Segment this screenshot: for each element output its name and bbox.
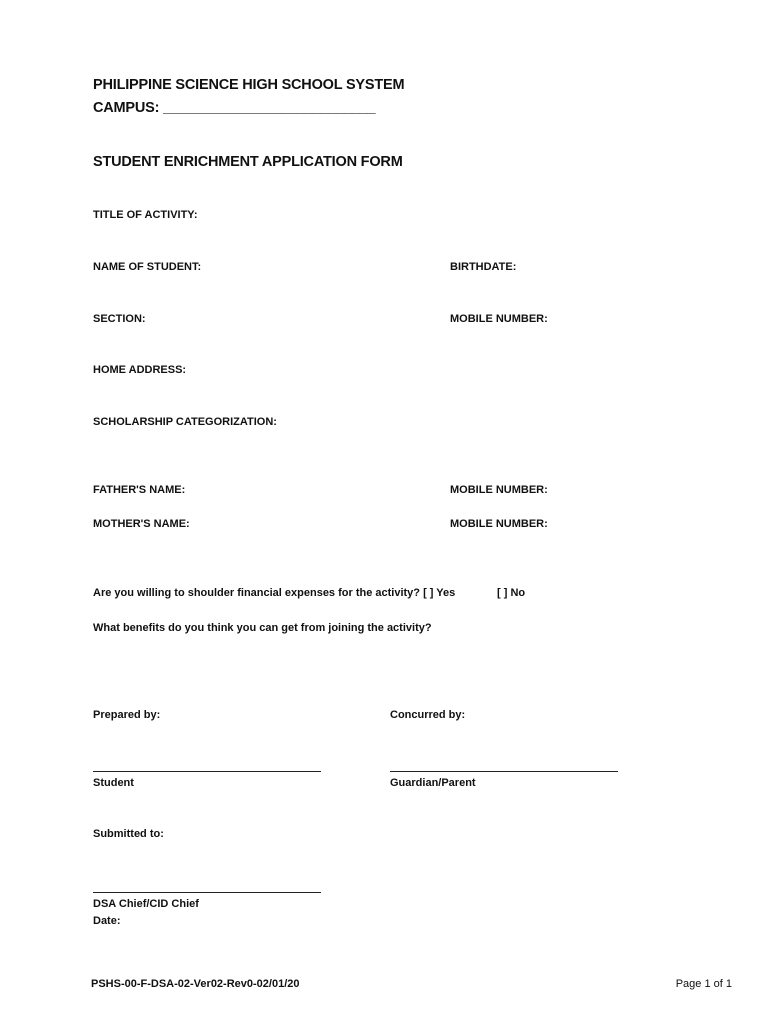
birthdate-label: BIRTHDATE: <box>450 261 517 273</box>
student-signature-caption: Student <box>93 777 134 789</box>
submitted-to-label: Submitted to: <box>93 828 164 840</box>
student-signature-line <box>93 771 321 772</box>
form-title: STUDENT ENRICHMENT APPLICATION FORM <box>93 154 403 170</box>
title-of-activity-label: TITLE OF ACTIVITY: <box>93 209 198 221</box>
financial-no-option: [ ] No <box>497 587 526 599</box>
guardian-signature-caption: Guardian/Parent <box>390 777 476 789</box>
mother-mobile-number-label: MOBILE NUMBER: <box>450 518 548 530</box>
campus-label: CAMPUS: ___________________________ <box>93 100 376 116</box>
fathers-name-label: FATHER'S NAME: <box>93 484 186 496</box>
guardian-signature-line <box>390 771 618 772</box>
concurred-by-label: Concurred by: <box>390 709 466 721</box>
chief-signature-line <box>93 892 321 893</box>
date-label: Date: <box>93 915 121 927</box>
form-code: PSHS-00-F-DSA-02-Ver02-Rev0-02/01/20 <box>91 978 300 990</box>
page-number: Page 1 of 1 <box>675 978 732 990</box>
student-mobile-number-label: MOBILE NUMBER: <box>450 313 548 325</box>
home-address-label: HOME ADDRESS: <box>93 364 187 376</box>
scholarship-categorization-label: SCHOLARSHIP CATEGORIZATION: <box>93 416 277 428</box>
father-mobile-number-label: MOBILE NUMBER: <box>450 484 548 496</box>
benefits-question: What benefits do you think you can get from joining the activity? <box>93 622 432 634</box>
prepared-by-label: Prepared by: <box>93 709 161 721</box>
section-label: SECTION: <box>93 313 146 325</box>
financial-expenses-question: Are you willing to shoulder financial expenses for the activity? [ ] Yes <box>93 587 456 599</box>
school-name: PHILIPPINE SCIENCE HIGH SCHOOL SYSTEM <box>93 77 405 93</box>
dsa-chief-caption: DSA Chief/CID Chief <box>93 898 199 910</box>
mothers-name-label: MOTHER'S NAME: <box>93 518 190 530</box>
name-of-student-label: NAME OF STUDENT: <box>93 261 202 273</box>
